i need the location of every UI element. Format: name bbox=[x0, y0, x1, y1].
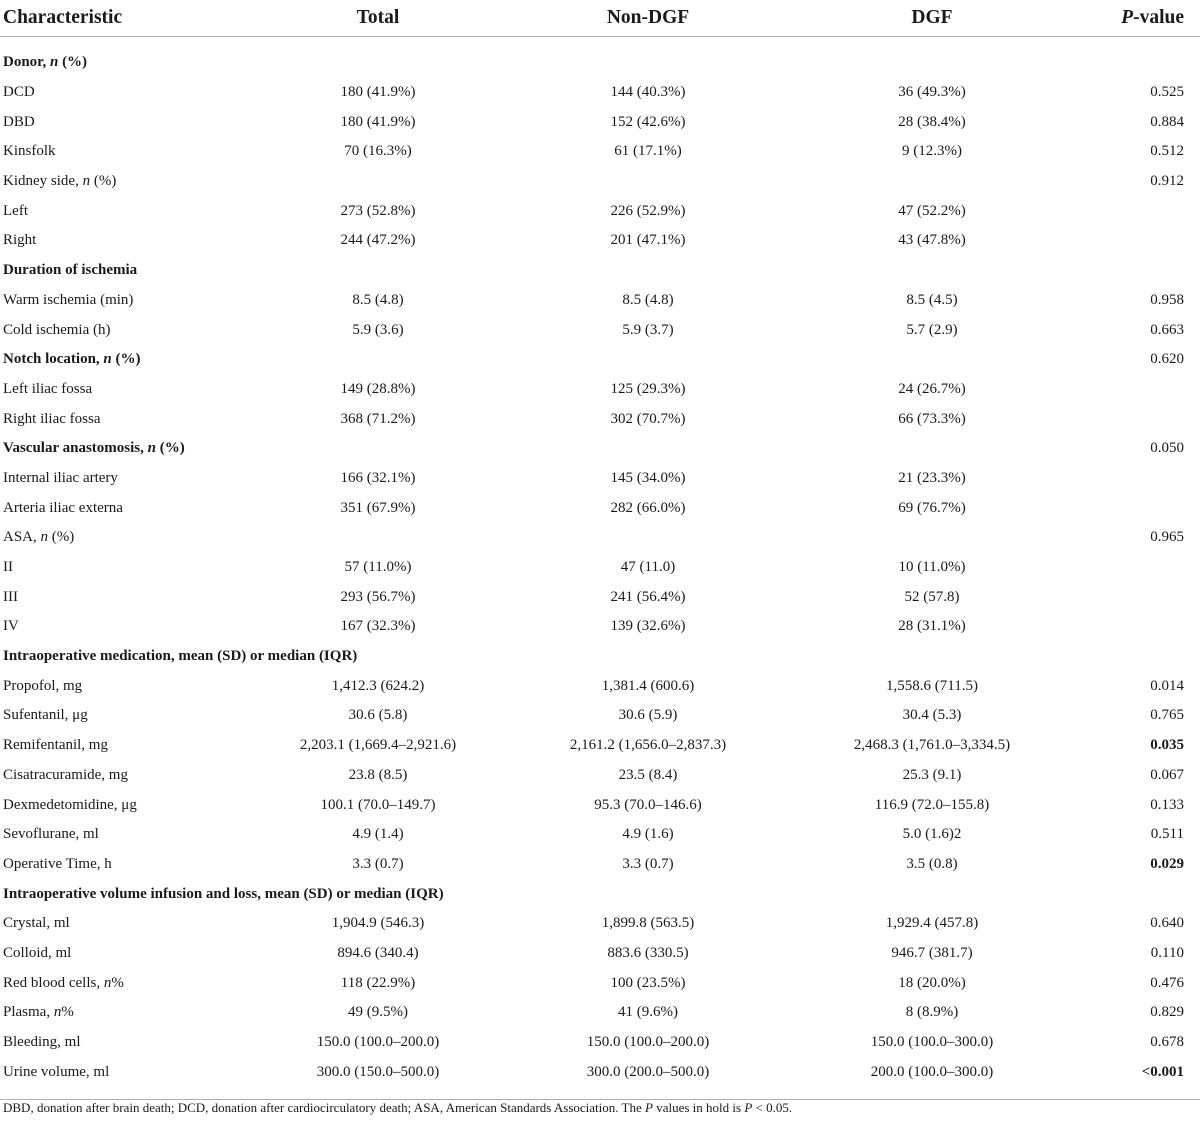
row-label-text: Sevoflurane, ml bbox=[3, 826, 99, 843]
row-label-text: Urine volume, ml bbox=[3, 1063, 110, 1080]
cell-total: 273 (52.8%) bbox=[340, 202, 416, 219]
cell-dgf: 21 (23.3%) bbox=[898, 469, 966, 486]
cell-dgf: 5.0 (1.6)2 bbox=[902, 826, 962, 843]
cell-dgf: 47 (52.2%) bbox=[898, 202, 966, 219]
footnote-p-italic: P bbox=[645, 1100, 653, 1115]
row-label bbox=[0, 642, 358, 672]
row-label bbox=[0, 850, 258, 880]
cell-non-dgf: 1,899.8 (563.5) bbox=[601, 915, 695, 932]
table-row bbox=[0, 1028, 1200, 1058]
table-row bbox=[0, 731, 1200, 761]
cell-p-value bbox=[1066, 493, 1200, 523]
cell-non-dgf bbox=[498, 256, 798, 286]
table-row bbox=[0, 493, 1200, 523]
cell-non-dgf: 282 (66.0%) bbox=[610, 499, 686, 516]
row-label bbox=[0, 493, 258, 523]
cell-total: 1,412.3 (624.2) bbox=[331, 677, 425, 694]
cell-p-value: <0.001 bbox=[1141, 1063, 1184, 1080]
row-label-italic: n bbox=[82, 173, 91, 190]
cell-total: 57 (11.0%) bbox=[344, 559, 412, 576]
cell-p-value: 0.512 bbox=[1150, 143, 1184, 160]
cell-total bbox=[258, 256, 498, 286]
cell-total bbox=[258, 48, 498, 78]
row-label-text: Duration of ischemia bbox=[3, 262, 138, 279]
table-row bbox=[0, 612, 1200, 642]
cell-dgf bbox=[798, 523, 1066, 553]
cell-dgf: 8.5 (4.5) bbox=[906, 291, 958, 308]
row-label bbox=[0, 345, 258, 375]
cell-non-dgf: 883.6 (330.5) bbox=[607, 944, 689, 961]
table-footnote bbox=[3, 1100, 792, 1116]
cell-non-dgf: 8.5 (4.8) bbox=[622, 291, 674, 308]
row-label-text: Left iliac fossa bbox=[3, 380, 93, 397]
row-label-text: Colloid, ml bbox=[3, 944, 72, 961]
cell-total: 150.0 (100.0–200.0) bbox=[316, 1034, 440, 1051]
cell-non-dgf: 3.3 (0.7) bbox=[622, 855, 674, 872]
header-row bbox=[0, 0, 1200, 37]
cell-p-value: 0.678 bbox=[1150, 1034, 1184, 1051]
row-label bbox=[0, 256, 258, 286]
cell-dgf bbox=[798, 642, 1066, 672]
cell-non-dgf: 41 (9.6%) bbox=[618, 1004, 678, 1021]
section-row bbox=[0, 48, 1200, 78]
cell-non-dgf bbox=[498, 523, 798, 553]
table-row bbox=[0, 226, 1200, 256]
cell-total: 100.1 (70.0–149.7) bbox=[320, 796, 436, 813]
cell-p-value bbox=[1066, 375, 1200, 405]
row-label-text: Internal iliac artery bbox=[3, 469, 118, 486]
cell-total: 118 (22.9%) bbox=[340, 974, 416, 991]
cell-p-value: 0.014 bbox=[1150, 677, 1184, 694]
row-label bbox=[0, 612, 258, 642]
table-row bbox=[0, 404, 1200, 434]
cell-dgf bbox=[798, 434, 1066, 464]
bottom-rule-row bbox=[0, 1087, 1200, 1100]
cell-non-dgf: 61 (17.1%) bbox=[614, 143, 682, 160]
row-label bbox=[0, 226, 258, 256]
cell-dgf: 8 (8.9%) bbox=[905, 1004, 959, 1021]
cell-total: 8.5 (4.8) bbox=[352, 291, 404, 308]
cell-dgf: 28 (38.4%) bbox=[898, 113, 966, 130]
footnote-p2-italic: P bbox=[744, 1100, 753, 1115]
row-label-text: Dexmedetomidine, μg bbox=[3, 796, 137, 813]
row-label-text: Plasma, bbox=[3, 1004, 54, 1021]
cell-p-value bbox=[1066, 226, 1200, 256]
cell-dgf: 3.5 (0.8) bbox=[906, 855, 958, 872]
cell-non-dgf: 5.9 (3.7) bbox=[622, 321, 674, 338]
row-label-italic: n bbox=[53, 1004, 62, 1021]
cell-total bbox=[258, 523, 498, 553]
cell-dgf: 43 (47.8%) bbox=[898, 232, 966, 249]
header-non-dgf: Non-DGF bbox=[498, 0, 798, 37]
cell-total: 166 (32.1%) bbox=[340, 469, 416, 486]
cell-total: 1,904.9 (546.3) bbox=[331, 915, 425, 932]
cell-p-value: 0.525 bbox=[1150, 84, 1184, 101]
cell-dgf: 150.0 (100.0–300.0) bbox=[870, 1034, 994, 1051]
table-row bbox=[0, 523, 1200, 553]
cell-p-value: 0.476 bbox=[1150, 974, 1184, 991]
cell-non-dgf: 241 (56.4%) bbox=[610, 588, 686, 605]
row-label-text: Donor, bbox=[3, 54, 50, 71]
row-label bbox=[0, 582, 258, 612]
cell-total bbox=[258, 167, 498, 197]
row-label-tail: (%) bbox=[155, 440, 185, 457]
cell-dgf: 25.3 (9.1) bbox=[902, 766, 962, 783]
cell-dgf: 116.9 (72.0–155.8) bbox=[874, 796, 990, 813]
cell-dgf: 28 (31.1%) bbox=[898, 618, 966, 635]
row-label-italic: n bbox=[49, 54, 59, 71]
row-label bbox=[0, 939, 258, 969]
row-label-italic: n bbox=[40, 529, 49, 546]
cell-non-dgf: 100 (23.5%) bbox=[610, 974, 686, 991]
table-row bbox=[0, 167, 1200, 197]
row-label-tail: (%) bbox=[48, 529, 75, 546]
footnote-mid: values in hold is bbox=[652, 1100, 745, 1115]
row-label bbox=[0, 315, 258, 345]
cell-non-dgf: 152 (42.6%) bbox=[610, 113, 686, 130]
row-label bbox=[0, 553, 258, 583]
cell-non-dgf: 47 (11.0) bbox=[620, 559, 676, 576]
cell-dgf: 1,929.4 (457.8) bbox=[885, 915, 979, 932]
spacer-row bbox=[0, 37, 1200, 49]
table-row bbox=[0, 761, 1200, 791]
footnote-text: DBD, donation after brain death; DCD, donation after cardiocirculatory death; ASA, American Standards Association. The bbox=[3, 1100, 646, 1115]
table-row bbox=[0, 820, 1200, 850]
section-row bbox=[0, 256, 1200, 286]
cell-non-dgf bbox=[498, 167, 798, 197]
header-dgf: DGF bbox=[798, 0, 1066, 37]
row-label-text: Left bbox=[3, 202, 28, 219]
cell-p-value: 0.029 bbox=[1150, 855, 1184, 872]
row-label-text: Cisatracuramide, mg bbox=[3, 766, 128, 783]
cell-p-value bbox=[1066, 582, 1200, 612]
row-label-tail: (%) bbox=[111, 351, 141, 368]
table-row bbox=[0, 1057, 1200, 1087]
row-label bbox=[0, 404, 258, 434]
row-label-text: Vascular anastomosis, bbox=[3, 440, 148, 457]
cell-p-value: 0.110 bbox=[1150, 944, 1184, 961]
cell-dgf: 2,468.3 (1,761.0–3,334.5) bbox=[853, 737, 1011, 754]
cell-total: 351 (67.9%) bbox=[340, 499, 416, 516]
cell-total: 4.9 (1.4) bbox=[352, 826, 404, 843]
cell-dgf: 9 (12.3%) bbox=[902, 143, 962, 160]
cell-total: 2,203.1 (1,669.4–2,921.6) bbox=[299, 737, 457, 754]
cell-total: 23.8 (8.5) bbox=[348, 766, 408, 783]
row-label bbox=[0, 1028, 258, 1058]
row-label-text: Cold ischemia (h) bbox=[3, 321, 111, 338]
cell-p-value: 0.884 bbox=[1150, 113, 1184, 130]
row-label bbox=[0, 761, 258, 791]
row-label bbox=[0, 523, 258, 553]
header-p-value bbox=[1066, 0, 1200, 37]
cell-non-dgf: 30.6 (5.9) bbox=[618, 707, 678, 724]
table-row bbox=[0, 196, 1200, 226]
header-characteristic: Characteristic bbox=[0, 0, 258, 37]
row-label-text: Bleeding, ml bbox=[3, 1034, 81, 1051]
cell-dgf: 200.0 (100.0–300.0) bbox=[870, 1063, 994, 1080]
row-label bbox=[0, 48, 258, 78]
row-label-text: Right bbox=[3, 232, 37, 249]
row-label bbox=[0, 137, 258, 167]
row-label-text: Propofol, mg bbox=[3, 677, 83, 694]
cell-non-dgf: 201 (47.1%) bbox=[610, 232, 686, 249]
row-label-italic: n bbox=[103, 351, 112, 368]
cell-non-dgf bbox=[498, 879, 798, 909]
row-label bbox=[0, 78, 258, 108]
section-row bbox=[0, 642, 1200, 672]
row-label-italic: n bbox=[147, 440, 156, 457]
section-row bbox=[0, 879, 1200, 909]
table-row bbox=[0, 375, 1200, 405]
cell-dgf: 10 (11.0%) bbox=[898, 559, 966, 576]
cell-dgf: 5.7 (2.9) bbox=[906, 321, 958, 338]
cell-dgf: 18 (20.0%) bbox=[898, 974, 966, 991]
cell-non-dgf: 145 (34.0%) bbox=[610, 469, 686, 486]
row-label-text: II bbox=[3, 559, 13, 576]
cell-total: 30.6 (5.8) bbox=[348, 707, 408, 724]
cell-non-dgf: 23.5 (8.4) bbox=[618, 766, 678, 783]
cell-dgf: 69 (76.7%) bbox=[898, 499, 966, 516]
cell-p-value: 0.133 bbox=[1150, 796, 1184, 813]
row-label-tail: % bbox=[61, 1004, 74, 1021]
row-label-text: Intraoperative volume infusion and loss, mean (SD) or median (IQR) bbox=[3, 885, 444, 902]
table-row bbox=[0, 701, 1200, 731]
cell-p-value bbox=[1066, 642, 1200, 672]
table-row bbox=[0, 909, 1200, 939]
cell-non-dgf: 125 (29.3%) bbox=[610, 380, 686, 397]
row-label-text: DCD bbox=[3, 84, 35, 101]
cell-total: 149 (28.8%) bbox=[340, 380, 416, 397]
table-row bbox=[0, 850, 1200, 880]
row-label-text: Intraoperative medication, mean (SD) or median (IQR) bbox=[3, 648, 358, 665]
cell-dgf: 30.4 (5.3) bbox=[902, 707, 962, 724]
cell-p-value: 0.829 bbox=[1150, 1004, 1184, 1021]
cell-p-value: 0.663 bbox=[1150, 321, 1184, 338]
table-row bbox=[0, 671, 1200, 701]
footnote-tail: < 0.05. bbox=[752, 1100, 793, 1115]
cell-non-dgf: 302 (70.7%) bbox=[610, 410, 686, 427]
cell-dgf bbox=[798, 167, 1066, 197]
row-label bbox=[0, 464, 258, 494]
cell-dgf: 1,558.6 (711.5) bbox=[886, 677, 978, 694]
row-label bbox=[0, 671, 258, 701]
row-label bbox=[0, 286, 258, 316]
header-total: Total bbox=[258, 0, 498, 37]
row-label-italic: n bbox=[103, 974, 112, 991]
cell-non-dgf: 150.0 (100.0–200.0) bbox=[586, 1034, 710, 1051]
row-label-text: Kidney side, bbox=[3, 173, 83, 190]
cell-total bbox=[258, 434, 498, 464]
table-row bbox=[0, 968, 1200, 998]
cell-non-dgf bbox=[498, 642, 798, 672]
row-label bbox=[0, 107, 258, 137]
table-row bbox=[0, 790, 1200, 820]
cell-total: 244 (47.2%) bbox=[340, 232, 416, 249]
cell-p-value bbox=[1066, 48, 1200, 78]
cell-total: 3.3 (0.7) bbox=[352, 855, 404, 872]
cell-p-value: 0.958 bbox=[1150, 291, 1184, 308]
cell-non-dgf bbox=[498, 434, 798, 464]
row-label bbox=[0, 879, 444, 909]
cell-p-value: 0.765 bbox=[1150, 707, 1184, 724]
cell-p-value: 0.640 bbox=[1150, 915, 1184, 932]
cell-total: 293 (56.7%) bbox=[340, 588, 416, 605]
cell-p-value: 0.965 bbox=[1150, 529, 1184, 546]
cell-p-value: 0.912 bbox=[1150, 173, 1184, 190]
row-label-text: Red blood cells, bbox=[3, 974, 104, 991]
header-p-italic: P bbox=[1121, 7, 1134, 28]
cell-non-dgf: 144 (40.3%) bbox=[610, 84, 686, 101]
cell-total: 49 (9.5%) bbox=[348, 1004, 408, 1021]
row-label bbox=[0, 909, 258, 939]
table-row bbox=[0, 286, 1200, 316]
cell-p-value bbox=[1066, 879, 1200, 909]
cell-non-dgf: 1,381.4 (600.6) bbox=[601, 677, 695, 694]
row-label-text: ASA, bbox=[3, 529, 41, 546]
row-label-tail: % bbox=[111, 974, 124, 991]
table-row bbox=[0, 939, 1200, 969]
cell-dgf: 946.7 (381.7) bbox=[891, 944, 973, 961]
row-label-text: Notch location, bbox=[3, 351, 104, 368]
cell-total: 5.9 (3.6) bbox=[352, 321, 404, 338]
cell-dgf: 52 (57.8) bbox=[904, 588, 960, 605]
cell-total: 167 (32.3%) bbox=[340, 618, 416, 635]
cell-total: 180 (41.9%) bbox=[340, 84, 416, 101]
row-label-text: DBD bbox=[3, 113, 35, 130]
cell-total: 368 (71.2%) bbox=[340, 410, 416, 427]
row-label-text: III bbox=[3, 588, 18, 605]
cell-total: 180 (41.9%) bbox=[340, 113, 416, 130]
table-row bbox=[0, 553, 1200, 583]
row-label-tail: (%) bbox=[90, 173, 117, 190]
row-label bbox=[0, 701, 258, 731]
row-label bbox=[0, 998, 258, 1028]
cell-p-value: 0.620 bbox=[1150, 351, 1184, 368]
row-label-text: Kinsfolk bbox=[3, 143, 56, 160]
cell-total: 300.0 (150.0–500.0) bbox=[316, 1063, 440, 1080]
cell-p-value bbox=[1066, 464, 1200, 494]
row-label bbox=[0, 375, 258, 405]
cell-dgf: 36 (49.3%) bbox=[898, 84, 966, 101]
cell-dgf bbox=[798, 256, 1066, 286]
table-row bbox=[0, 78, 1200, 108]
cell-p-value: 0.067 bbox=[1150, 766, 1184, 783]
table-row bbox=[0, 998, 1200, 1028]
cell-non-dgf: 4.9 (1.6) bbox=[622, 826, 674, 843]
row-label-text: Crystal, ml bbox=[3, 915, 70, 932]
cell-total bbox=[258, 345, 498, 375]
cell-non-dgf: 226 (52.9%) bbox=[610, 202, 686, 219]
row-label bbox=[0, 1057, 258, 1087]
cell-non-dgf: 139 (32.6%) bbox=[610, 618, 686, 635]
row-label bbox=[0, 968, 258, 998]
row-label-text: Remifentanil, mg bbox=[3, 737, 108, 754]
row-label bbox=[0, 731, 258, 761]
cell-non-dgf: 95.3 (70.0–146.6) bbox=[594, 796, 702, 813]
header-p-suffix: -value bbox=[1133, 7, 1184, 28]
row-label bbox=[0, 790, 258, 820]
cell-total: 70 (16.3%) bbox=[344, 143, 412, 160]
row-label bbox=[0, 434, 258, 464]
table-row bbox=[0, 107, 1200, 137]
cell-total: 894.6 (340.4) bbox=[337, 944, 419, 961]
cell-dgf: 66 (73.3%) bbox=[898, 410, 966, 427]
row-label-text: Arteria iliac externa bbox=[3, 499, 123, 516]
cell-p-value bbox=[1066, 256, 1200, 286]
table-row bbox=[0, 464, 1200, 494]
table-row bbox=[0, 137, 1200, 167]
cell-dgf bbox=[798, 345, 1066, 375]
row-label bbox=[0, 167, 258, 197]
cell-p-value: 0.050 bbox=[1150, 440, 1184, 457]
cell-p-value: 0.035 bbox=[1150, 737, 1184, 754]
cell-p-value bbox=[1066, 196, 1200, 226]
table-row bbox=[0, 315, 1200, 345]
row-label-text: Warm ischemia (min) bbox=[3, 291, 134, 308]
row-label-tail: (%) bbox=[58, 54, 88, 71]
cell-dgf: 24 (26.7%) bbox=[898, 380, 966, 397]
section-row bbox=[0, 345, 1200, 375]
cell-p-value bbox=[1066, 553, 1200, 583]
cell-non-dgf: 2,161.2 (1,656.0–2,837.3) bbox=[569, 737, 727, 754]
row-label-text: Right iliac fossa bbox=[3, 410, 101, 427]
row-label bbox=[0, 820, 258, 850]
row-label-text: IV bbox=[3, 618, 19, 635]
table-row bbox=[0, 582, 1200, 612]
cell-p-value bbox=[1066, 612, 1200, 642]
row-label-text: Operative Time, h bbox=[3, 855, 112, 872]
cell-non-dgf bbox=[498, 48, 798, 78]
cell-p-value: 0.511 bbox=[1150, 826, 1184, 843]
cell-dgf bbox=[798, 879, 1066, 909]
cell-p-value bbox=[1066, 404, 1200, 434]
cell-non-dgf: 300.0 (200.0–500.0) bbox=[586, 1063, 710, 1080]
row-label bbox=[0, 196, 258, 226]
cell-dgf bbox=[798, 48, 1066, 78]
section-row bbox=[0, 434, 1200, 464]
cell-non-dgf bbox=[498, 345, 798, 375]
row-label-text: Sufentanil, μg bbox=[3, 707, 88, 724]
